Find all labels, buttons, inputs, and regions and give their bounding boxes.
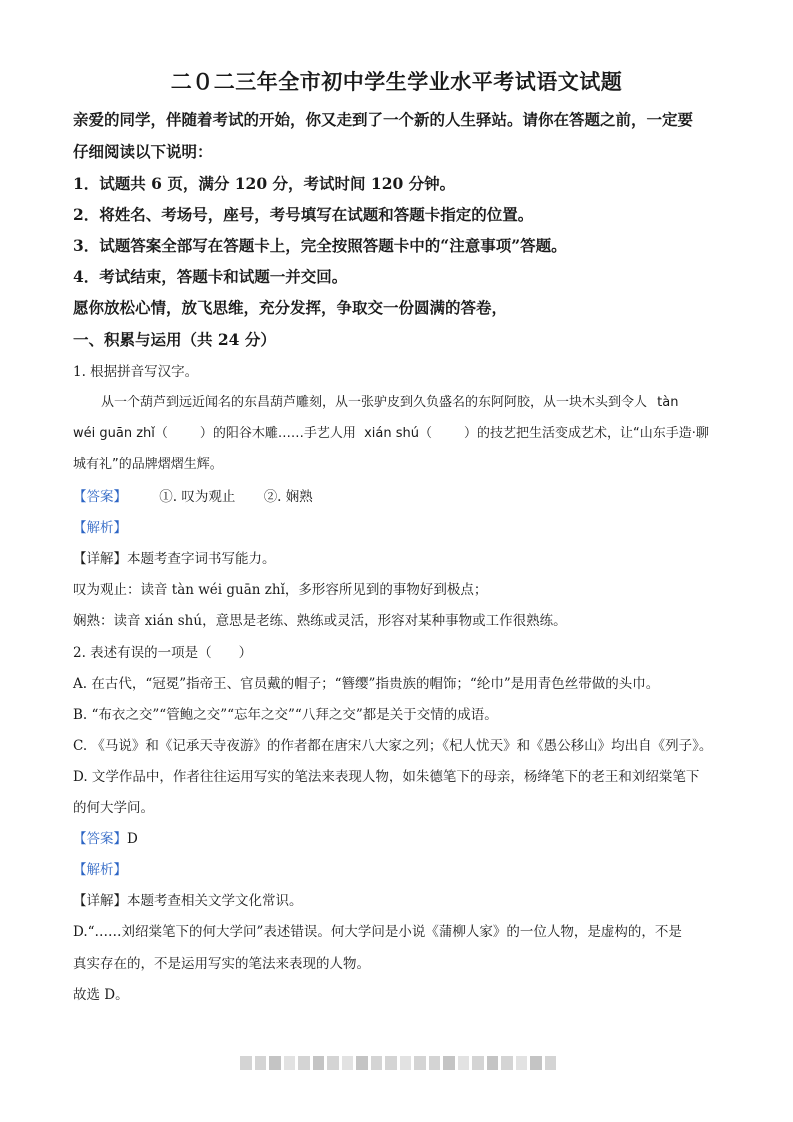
analysis-tag: 【解析】 [73, 862, 127, 878]
q1-passage-c: 的技艺把生活变成艺术，让“山东手造·聊 [476, 426, 709, 441]
q1-answer-1: ①. 叹为观止 [159, 489, 236, 505]
q1-note-1: 叹为观止：读音 tàn wéi guān zhǐ，多形容所见到的事物好到极点； [73, 582, 488, 598]
rule-4: 4．考试结束，答题卡和试题一并交回。 [73, 267, 348, 286]
q1-pinyin-a: tàn [657, 395, 679, 410]
q1-passage-line-1 [101, 391, 678, 410]
q2-conclusion: 故选 D。 [73, 987, 129, 1003]
q2-answer-row [73, 827, 138, 847]
intro-wish: 愿你放松心情，放飞思维，充分发挥，争取交一份圆满的答卷， [73, 298, 508, 317]
q1-detail: 【详解】本题考查字词书写能力。 [73, 551, 276, 567]
q1-paren-close-c: ） [463, 426, 477, 441]
section-heading: 一、积累与运用（共 24 分） [73, 330, 276, 349]
q1-pinyin-b: wéi guān zhǐ（ [73, 426, 168, 441]
rule-3: 3．试题答案全部写在答题卡上，完全按照答题卡中的“注意事项”答题。 [73, 236, 567, 255]
q2-answer: D [127, 831, 138, 847]
q1-passage-b: 的阳谷木雕……手艺人用 [212, 426, 356, 441]
q1-passage-line-2 [73, 422, 709, 441]
rule-2: 2．将姓名、考场号，座号，考号填写在试题和答题卡指定的位置。 [73, 205, 534, 224]
q2-stem: 2. 表述有误的一项是（ ） [73, 645, 253, 661]
q2-option-b: B. “布衣之交”“管鲍之交”“忘年之交”“八拜之交”都是关于交情的成语。 [73, 707, 498, 723]
analysis-tag: 【解析】 [73, 520, 127, 536]
q2-option-a: A. 在古代，“冠冕”指帝王、官员戴的帽子；“簪缨”指贵族的帽饰；“纶巾”是用青色丝带做的头巾。 [73, 676, 660, 692]
q1-note-2: 娴熟：读音 xián shú，意思是老练、熟练或灵活，形容对某种事物或工作很熟练。 [73, 613, 567, 629]
q2-option-d-line-1: D. 文学作品中，作者往往运用写实的笔法来表现人物，如朱德笔下的母亲，杨绛笔下的老王和刘绍棠笔下 [73, 769, 700, 785]
q1-passage-d: 城有礼”的品牌熠熠生辉。 [73, 457, 223, 472]
answer-tag: 【答案】 [73, 489, 127, 505]
q2-detail: 【详解】本题考查相关文学文化常识。 [73, 893, 303, 909]
q1-stem: 1. 根据拼音写汉字。 [73, 364, 199, 380]
intro-line-2: 仔细阅读以下说明： [73, 142, 213, 161]
q2-option-d-line-2: 的何大学问。 [73, 800, 154, 816]
q1-answer-2: ②. 娴熟 [263, 489, 313, 505]
blurred-watermark [240, 1056, 556, 1070]
answer-tag: 【答案】 [73, 831, 127, 847]
q2-explain-line-1: D.“……刘绍棠笔下的何大学问”表述错误。何大学问是小说《蒲柳人家》的一位人物，是虚构的，不是 [73, 924, 682, 940]
intro-line-1: 亲爱的同学，伴随着考试的开始，你又走到了一个新的人生驿站。请你在答题之前，一定要 [73, 110, 694, 129]
rule-1: 1．试题共 6 页，满分 120 分，考试时间 120 分钟。 [73, 174, 456, 193]
q1-answer-row [73, 485, 313, 505]
q1-paren-close-b: ） [199, 426, 213, 441]
q2-option-c: C. 《马说》和《记承天寺夜游》的作者都在唐宋八大家之列；《杞人忧天》和《愚公移山》均出自《列子》。 [73, 738, 713, 754]
page-title: 二０二三年全市初中学生学业水平考试语文试题 [170, 69, 623, 94]
q2-explain-line-2: 真实存在的，不是运用写实的笔法来表现的人物。 [73, 956, 370, 972]
q1-passage-a: 从一个葫芦到远近闻名的东昌葫芦雕刻，从一张驴皮到久负盛名的东阿阿胶，从一块木头到令人 [101, 395, 648, 410]
q1-pinyin-c: xián shú（ [364, 426, 432, 441]
